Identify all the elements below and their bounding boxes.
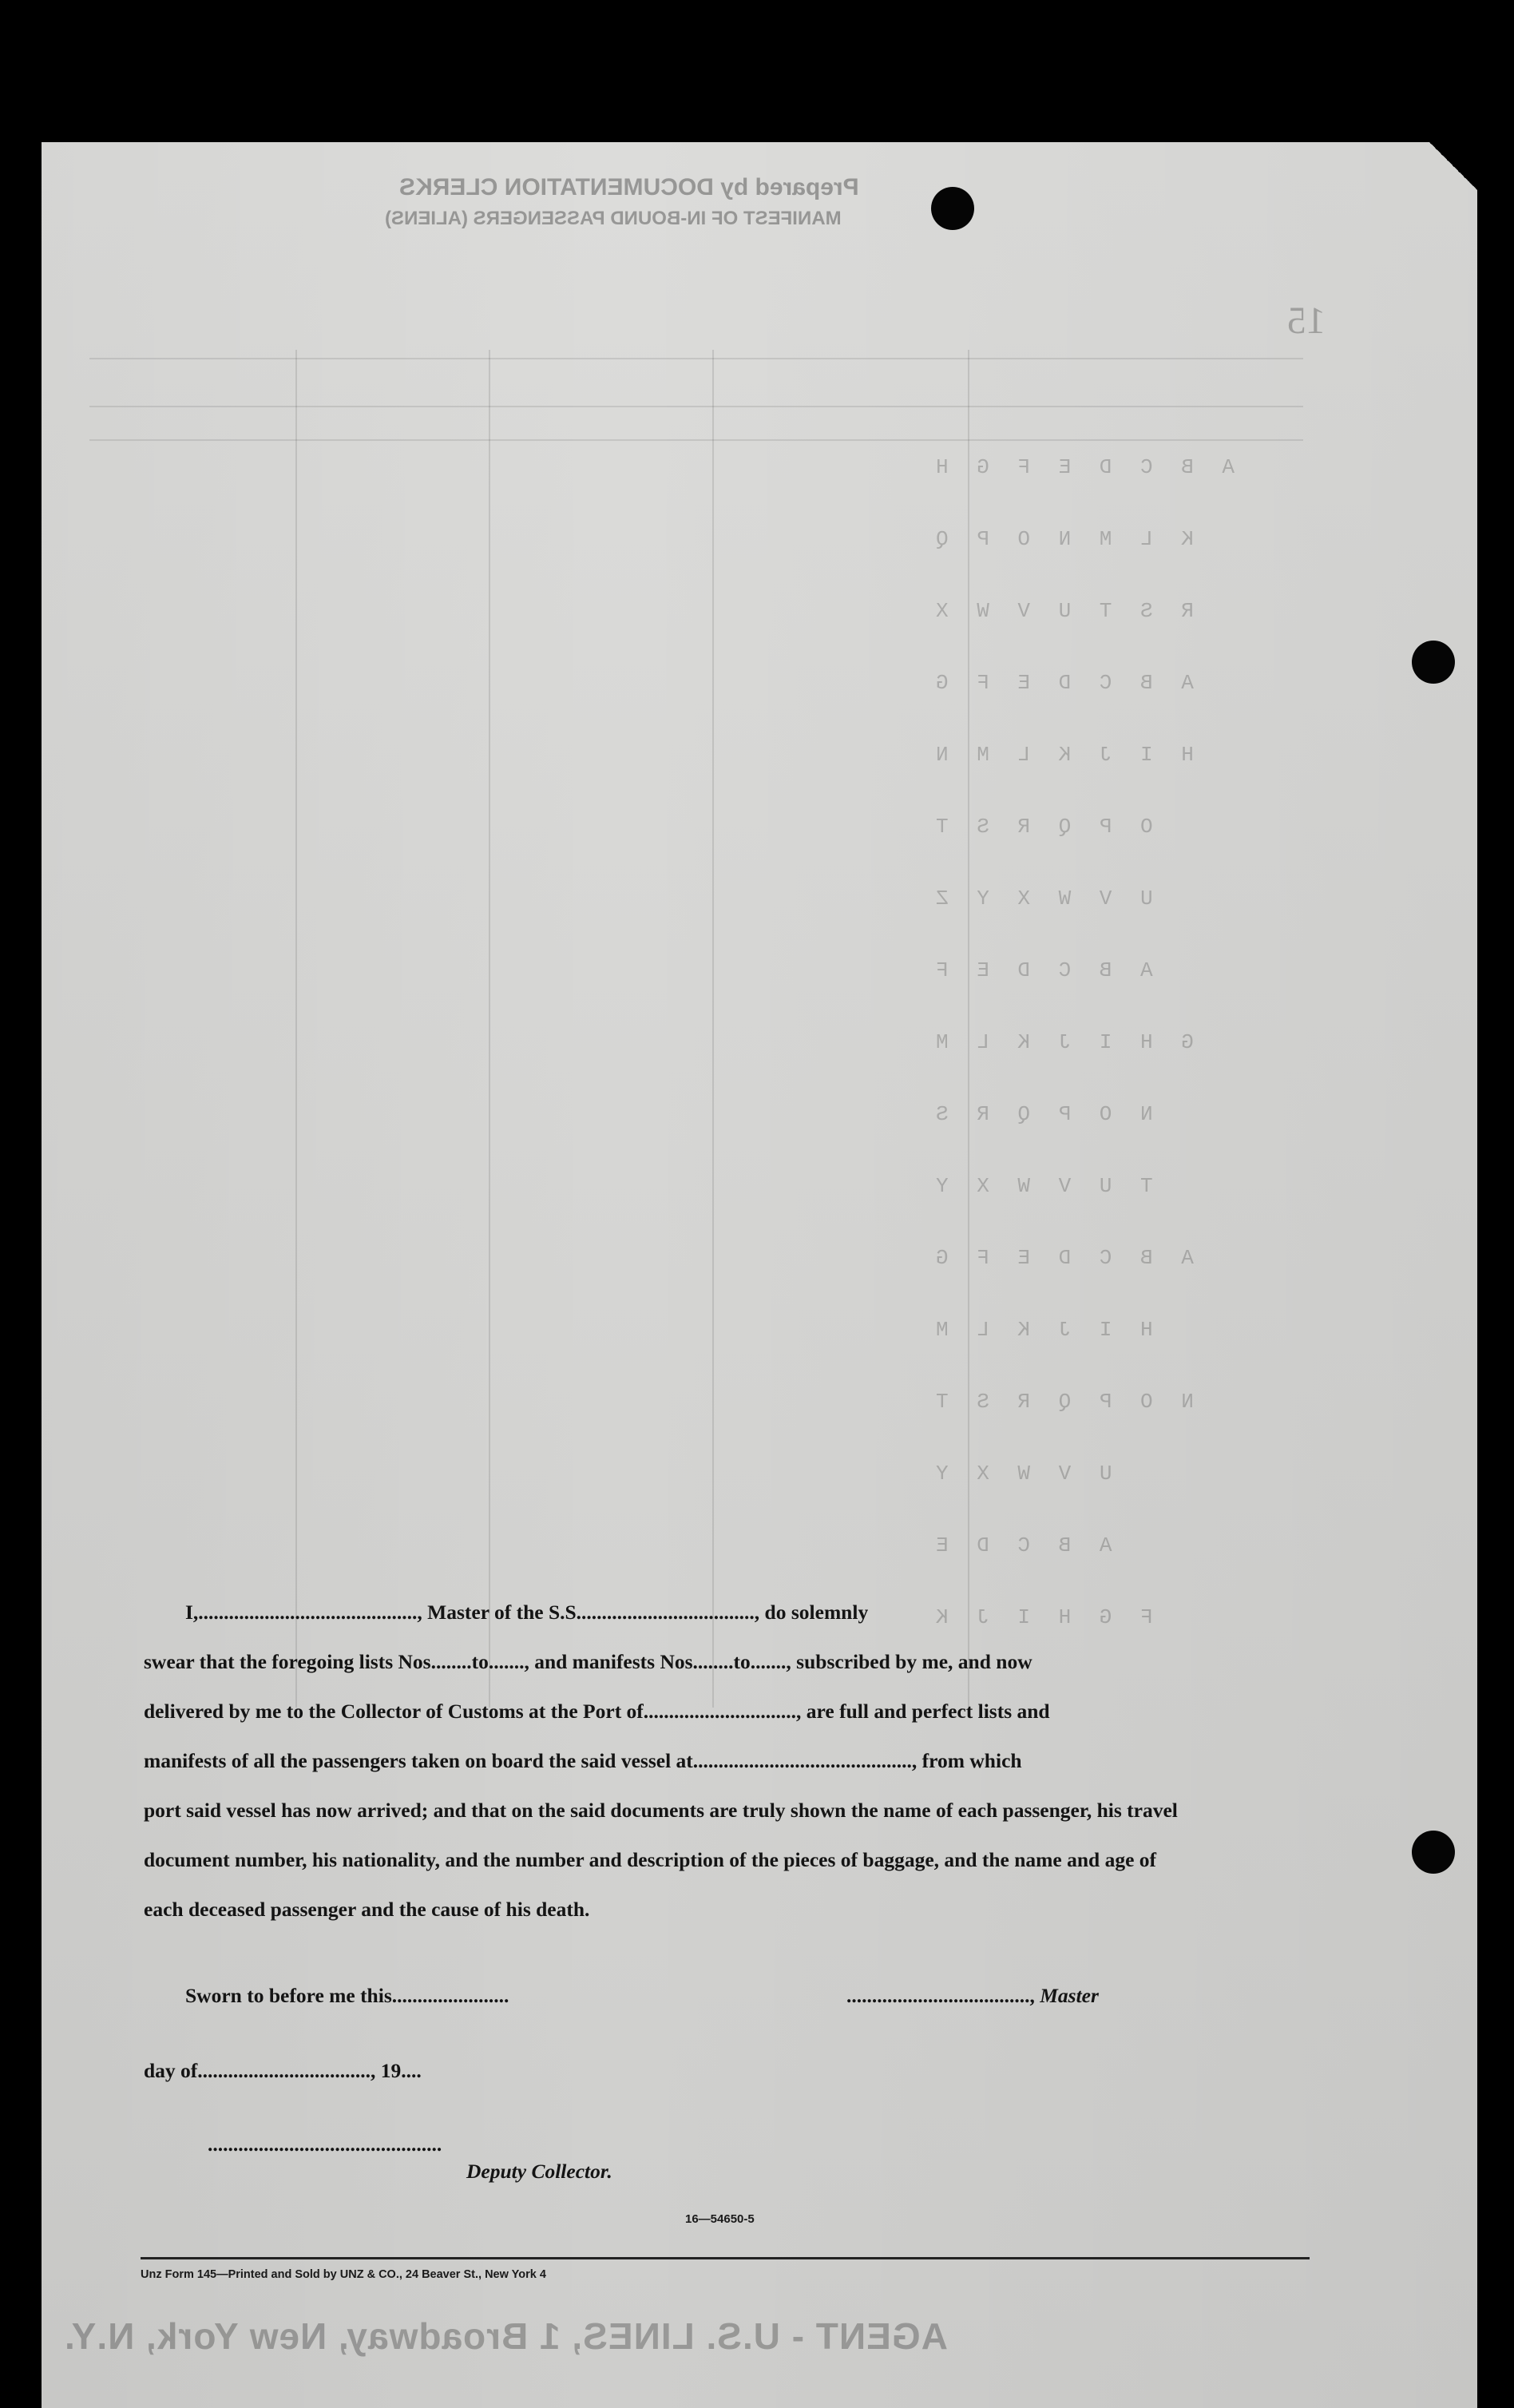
collector-signature-dots: ..............................................	[208, 2132, 442, 2156]
oath-line: port said vessel has now arrived; and that on the said documents are truly shown the name of each passenger, his travel	[144, 1799, 1178, 1822]
footer-rule	[141, 2257, 1310, 2259]
oath-line: swear that the foregoing lists Nos........to......., and manifests Nos........to......., subscribed by me, and now	[144, 1650, 1032, 1673]
ghost-row: N O P Q R S T	[928, 1390, 1194, 1414]
oath-line: I,..........................................., Master of the S.S..................................., do solemnly	[185, 1601, 869, 1624]
punch-hole-right-lower	[1412, 1831, 1455, 1874]
ghost-row: A B C D E	[928, 1533, 1112, 1557]
bleed-through-header: Prepared by DOCUMENTATION CLERKS	[399, 174, 859, 200]
punch-hole-top	[931, 187, 974, 230]
ghost-rule	[89, 358, 1303, 359]
agent-stamp-bleed-through: AGENT - U.S. LINES, 1 Broadway, New York, N.Y.	[64, 2315, 948, 2357]
ghost-row: G H I J K L M	[928, 1030, 1194, 1054]
ghost-row: A B C D E F	[928, 958, 1153, 982]
ghost-row: A B C D E F G H	[928, 455, 1235, 479]
ghost-row: O P Q R S T	[928, 815, 1153, 839]
ghost-rule	[89, 439, 1303, 441]
day-of-line: day of.................................., 19....	[144, 2059, 422, 2082]
bleed-through-page-number: 15	[1287, 300, 1326, 342]
ghost-column-rule	[295, 350, 297, 1708]
oath-line: manifests of all the passengers taken on board the said vessel at..........................................., from which	[144, 1749, 1022, 1772]
master-label: Master	[1040, 1984, 1099, 2007]
ghost-row: H I J K L M	[928, 1318, 1153, 1342]
ghost-row: N O P Q R S	[928, 1102, 1153, 1126]
master-signature-line	[846, 1984, 1099, 2008]
oath-line: document number, his nationality, and the number and description of the pieces of baggage, and the name and age of	[144, 1848, 1157, 1871]
ghost-row: A B C D E F G	[928, 671, 1194, 695]
ghost-row: R S T U V W X	[928, 599, 1194, 623]
ghost-row: U V W X Y Z	[928, 887, 1153, 910]
ghost-column-rule	[712, 350, 714, 1708]
ghost-row: A B C D E F G	[928, 1246, 1194, 1270]
ghost-row: F G H I J K	[928, 1605, 1153, 1629]
form-code: 16—54650-5	[685, 2212, 755, 2226]
master-signature-dots: ....................................,	[846, 1984, 1035, 2007]
ghost-row: U V W X Y	[928, 1462, 1112, 1486]
bleed-through-subheader: MANIFEST OF IN-BOUND PASSENGERS (ALIENS)	[385, 208, 842, 229]
sworn-before-me: Sworn to before me this.......................	[185, 1984, 509, 2007]
folded-corner	[1429, 142, 1477, 190]
ghost-row: H I J K L M N	[928, 743, 1194, 767]
oath-line: each deceased passenger and the cause of his death.	[144, 1898, 590, 1921]
ghost-column-rule	[489, 350, 490, 1708]
punch-hole-right-upper	[1412, 641, 1455, 684]
master-oath	[144, 1588, 1310, 1934]
oath-line: delivered by me to the Collector of Customs at the Port of.............................., are full and perfect lists and	[144, 1700, 1050, 1723]
ghost-row: K L M N O P Q	[928, 527, 1194, 551]
printer-imprint: Unz Form 145—Printed and Sold by UNZ & CO., 24 Beaver St., New York 4	[141, 2268, 546, 2281]
ghost-rule	[89, 406, 1303, 407]
deputy-collector-label: Deputy Collector.	[466, 2160, 612, 2183]
ghost-column-rule	[968, 350, 969, 1708]
ghost-row: T U V W X Y	[928, 1174, 1153, 1198]
